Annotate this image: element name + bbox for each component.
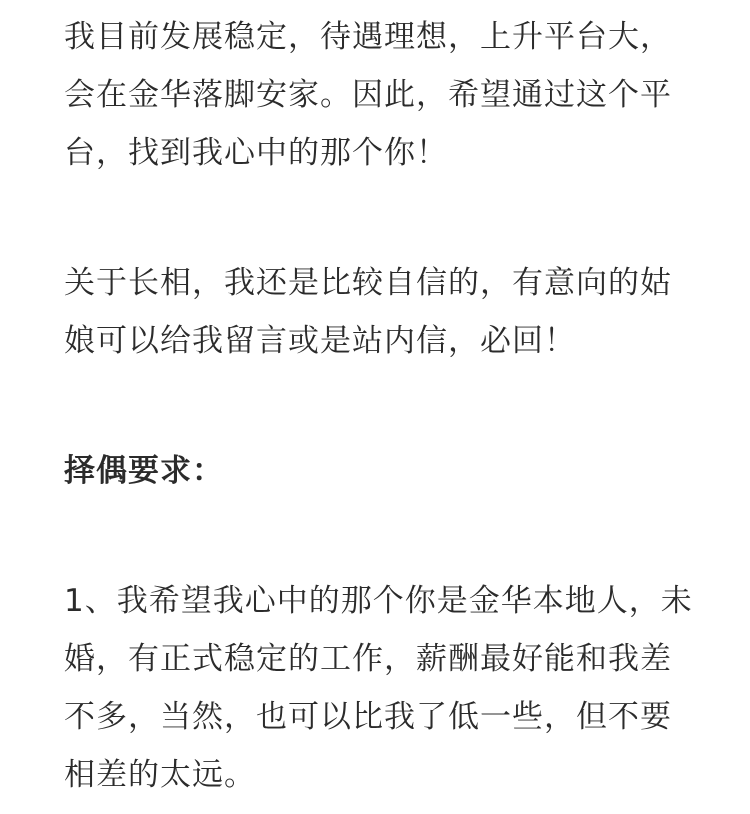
text-line: 相差的太远。 bbox=[64, 757, 256, 793]
paragraph-spacer bbox=[64, 182, 690, 254]
paragraph-intro bbox=[64, 8, 690, 182]
text-line: 我目前发展稳定，待遇理想，上升平台大， bbox=[64, 19, 672, 55]
paragraph-spacer bbox=[64, 500, 690, 572]
paragraph-spacer bbox=[64, 370, 690, 442]
text-line: 不多，当然，也可以比我了低一些，但不要 bbox=[64, 699, 672, 735]
text-line: 会在金华落脚安家。因此，希望通过这个平 bbox=[64, 77, 672, 113]
text-line: 娘可以给我留言或是站内信，必回！ bbox=[64, 323, 576, 359]
text-line: 关于长相，我还是比较自信的，有意向的姑 bbox=[64, 265, 672, 301]
paragraph-appearance bbox=[64, 254, 690, 370]
text-line: 台，找到我心中的那个你！ bbox=[64, 135, 448, 171]
section-heading: 择偶要求： bbox=[64, 453, 224, 489]
text-line: 1、我希望我心中的那个你是金华本地人，未 bbox=[64, 583, 693, 619]
paragraph-requirement-1 bbox=[64, 572, 693, 804]
text-line: 婚，有正式稳定的工作，薪酬最好能和我差 bbox=[64, 641, 672, 677]
